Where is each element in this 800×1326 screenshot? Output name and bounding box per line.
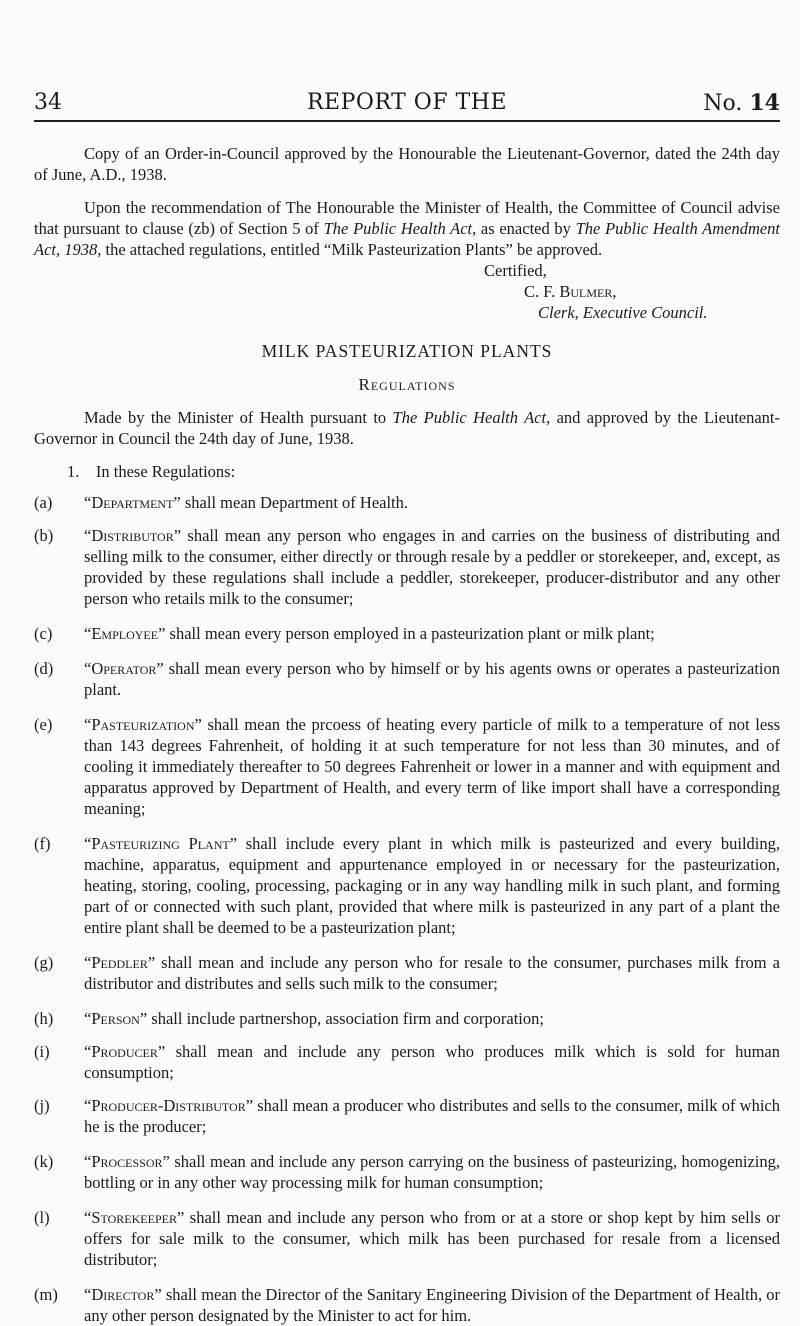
definition-term: “Processor” xyxy=(84,1152,170,1171)
definition-text: shall mean a producer who distributes and sells to the consumer, milk of which he is the producer; xyxy=(84,1096,780,1136)
page-number: 34 xyxy=(34,90,62,115)
definition-term: “Employee” xyxy=(84,624,166,643)
definition-text: shall mean and include any person carrying on the business of pasteurizing, homogenizing, bottling or in any other way processing milk for human consumption; xyxy=(84,1152,780,1192)
definition-item xyxy=(34,952,780,994)
definition-text: shall mean the Director of the Sanitary Engineering Division of the Department of Health, or any other person designated by the Minister to act for him. xyxy=(84,1285,780,1325)
signer-title: Clerk, Executive Council. xyxy=(538,303,708,322)
page-header xyxy=(34,86,780,122)
definition-text: shall mean Department of Health. xyxy=(180,493,409,512)
definition-item xyxy=(34,714,780,819)
definition-item xyxy=(34,492,780,513)
definition-term: “Distributor” xyxy=(84,526,182,545)
definition-term: “Operator” xyxy=(84,659,164,678)
definition-term: “Storekeeper” xyxy=(84,1208,185,1227)
definition-term: “Department” xyxy=(84,493,181,512)
definition-term: “Person” xyxy=(84,1009,148,1028)
definition-label: (l) xyxy=(34,1208,50,1227)
definition-label: (e) xyxy=(34,715,53,734)
definition-label: (f) xyxy=(34,834,51,853)
definition-term: “Pasteurizing Plant” xyxy=(84,834,238,853)
running-title: REPORT OF THE xyxy=(306,90,508,115)
definition-label: (g) xyxy=(34,953,54,972)
definition-label: (b) xyxy=(34,526,54,545)
signer-name: C. F. Bulmer, xyxy=(524,282,617,301)
section-heading: MILK PASTEURIZATION PLANTS xyxy=(261,341,553,361)
definition-label: (a) xyxy=(34,493,53,512)
definition-text: shall include every plant in which milk is pasteurized and every building, machine, apparatus, equipment and appurtenance employed in or necessary for the pasteurization, heating, storing, cooling, processing, packaging or in any way handling milk in such plant, and forming part of or connected with such plant, provided that where milk is pasteurized in any part of a plant the entire plant shall be deemed to be a pasteurization plant; xyxy=(84,834,780,937)
section-subheading: Regulations xyxy=(358,375,456,394)
definition-label: (c) xyxy=(34,624,53,643)
definition-item xyxy=(34,658,780,700)
definition-item xyxy=(34,525,780,609)
definition-item xyxy=(34,1008,780,1029)
definition-label: (j) xyxy=(34,1096,50,1115)
definition-label: (m) xyxy=(34,1285,58,1304)
definition-text: shall mean and include any person who for resale to the consumer, purchases milk from a distributor and distributes and sells such milk to the consumer; xyxy=(84,953,780,993)
definition-item xyxy=(34,833,780,938)
clause-1: 1. In these Regulations: xyxy=(67,462,236,481)
definition-term: “Pasteurization” xyxy=(84,715,202,734)
definition-label: (i) xyxy=(34,1042,50,1061)
definition-term: “Peddler” xyxy=(84,953,156,972)
definition-term: “Producer” xyxy=(84,1042,166,1061)
definition-term: “Director” xyxy=(84,1285,162,1304)
definition-text: shall mean the prcoess of heating every particle of milk to a temperature of not less than 143 degrees Fahrenheit, of holding it at such temperature for not less than 30 minutes, and of cooling it immediately thereafter to 50 degrees Fahrenheit or lower in a manner and with equipment and apparatus approved by Department of Health, and every term of like import shall have a corresponding meaning; xyxy=(84,715,780,818)
definition-item xyxy=(34,623,780,644)
definition-text: shall mean every person employed in a pasteurization plant or milk plant; xyxy=(165,624,655,643)
definition-item xyxy=(34,1151,780,1193)
definition-text: shall mean any person who engages in and carries on the business of distributing and selling milk to the consumer, either directly or through resale by a peddler or storekeeper, and, except, as provided by these regulations shall include a peddler, storekeeper, producer-distributor and any other person who retails milk to the consumer; xyxy=(84,526,780,608)
copy-paragraph: Copy of an Order-in-Council approved by the Honourable the Lieutenant-Governor, dated the 24th day of June, A.D., 1938. xyxy=(34,144,780,184)
definition-label: (k) xyxy=(34,1152,54,1171)
report-number: No. 14 xyxy=(703,90,780,116)
definition-item xyxy=(34,1284,780,1326)
made-by-paragraph: Made by the Minister of Health pursuant to The Public Health Act, and approved by the Lieutenant-Governor in Council the 24th day of June, 1938. xyxy=(34,408,780,448)
definition-text: shall mean every person who by himself or by his agents owns or operates a pasteurization plant. xyxy=(84,659,780,699)
definition-label: (h) xyxy=(34,1009,54,1028)
definitions-list xyxy=(34,492,780,1326)
definition-text: shall include partnershop, association firm and corporation; xyxy=(147,1009,544,1028)
definition-item xyxy=(34,1041,780,1083)
certified-label: Certified, xyxy=(484,261,547,280)
definition-item xyxy=(34,1207,780,1270)
recommendation-paragraph: Upon the recommendation of The Honourable the Minister of Health, the Committee of Council advise that pursuant to clause (zb) of Section 5 of The Public Health Act, as enacted by The Public Health Amendment Act, 1938, the attached regulations, entitled “Milk Pasteurization Plants” be approved. xyxy=(34,198,781,259)
definition-label: (d) xyxy=(34,659,54,678)
definition-item xyxy=(34,1095,780,1137)
definition-term: “Producer-Distributor” xyxy=(84,1096,254,1115)
definition-text: shall mean and include any person who produces milk which is sold for human consumption; xyxy=(84,1042,780,1082)
document-body xyxy=(34,143,780,1326)
definition-text: shall mean and include any person who from or at a store or shop kept by him sells or offers for sale milk to the consumer, which milk has been purchased for resale from a licensed distributor; xyxy=(84,1208,780,1269)
